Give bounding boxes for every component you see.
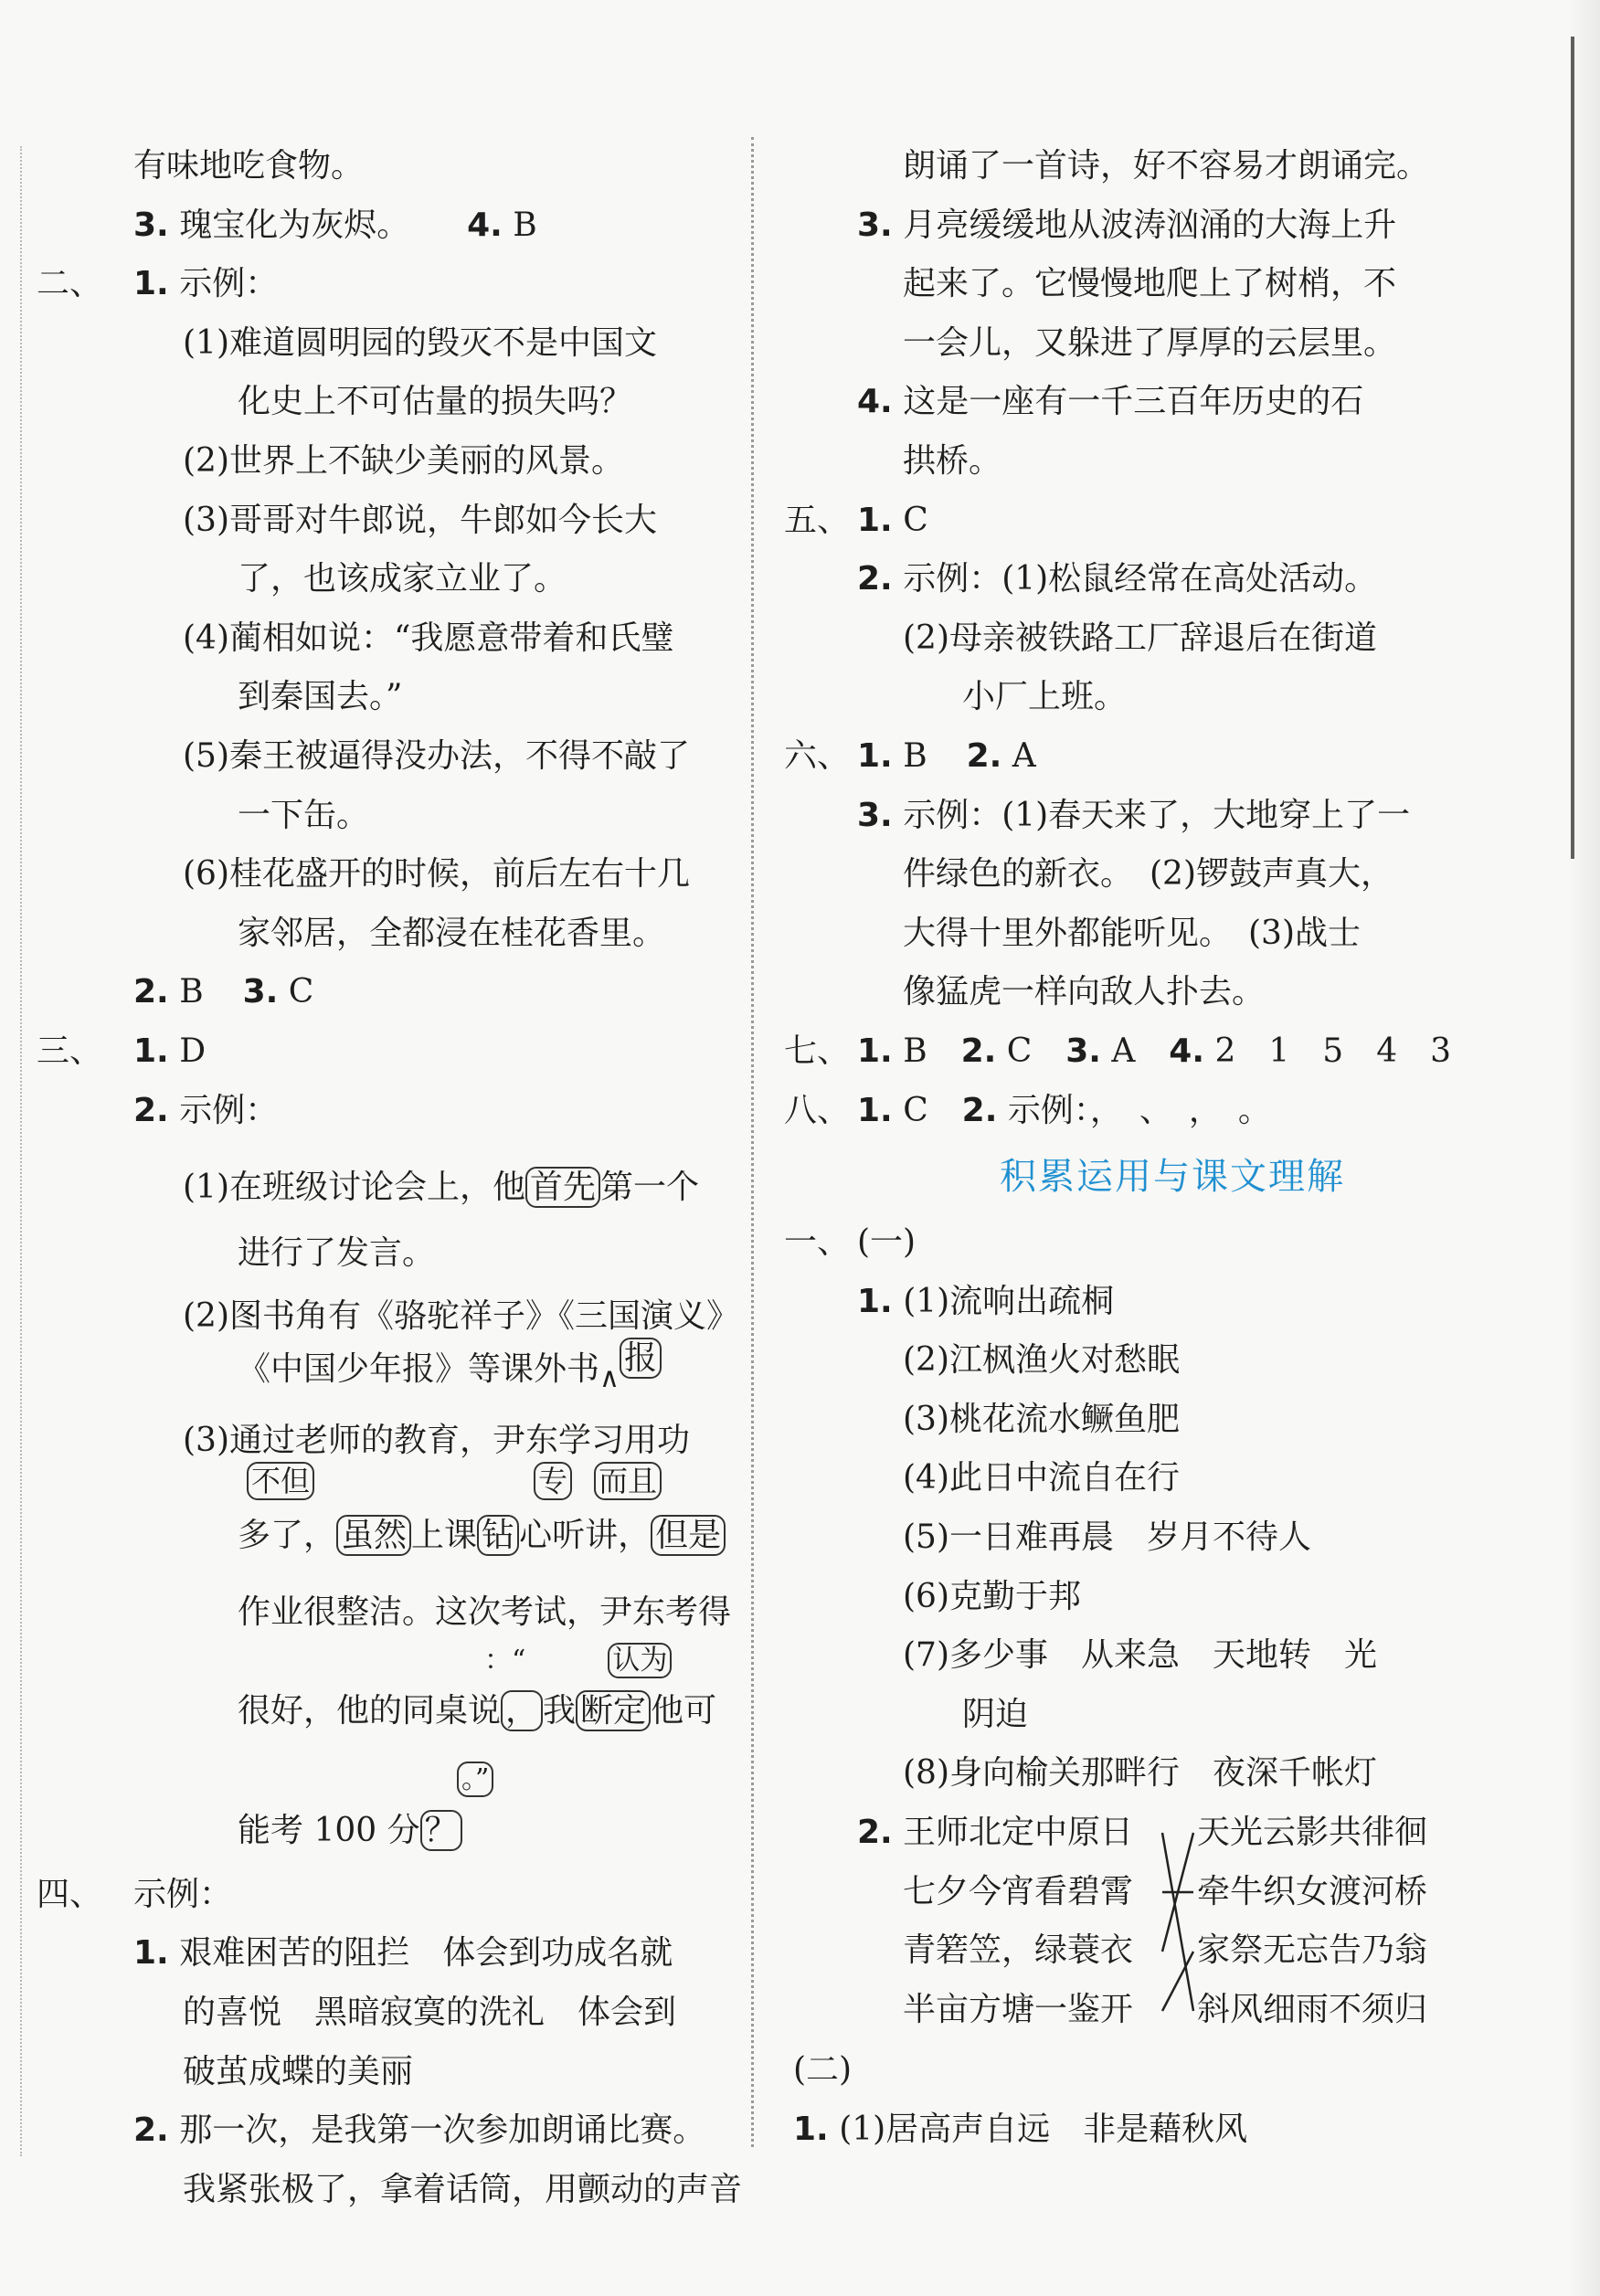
- answer-text: 起来了。它慢慢地爬上了树梢，不: [903, 265, 1397, 303]
- answer-line: [55, 1643, 740, 1679]
- item-number: 4.: [1169, 1032, 1205, 1070]
- item-number: 3.: [133, 206, 169, 244]
- match-left-item: 王师北定中原日: [903, 1814, 1134, 1852]
- answer-text: 示例：: [179, 1091, 279, 1129]
- item-number: 1.: [857, 501, 893, 539]
- answer-line: [784, 2041, 1561, 2100]
- correction-mark: 报: [620, 1338, 662, 1379]
- answer-text: 示例：， 、 ， 。: [1007, 1091, 1271, 1129]
- answer-text: 瑰宝化为灰烬。: [179, 206, 410, 244]
- answer-text: 这是一座有一千三百年历史的石: [903, 383, 1364, 421]
- match-left-list: [903, 1804, 1133, 2039]
- answer-text: 我: [543, 1691, 577, 1730]
- answer-line: [55, 2101, 740, 2161]
- answer-line: [55, 2161, 743, 2220]
- match-line: [1162, 1833, 1193, 2011]
- answer-text: 作业很整洁。这次考试，尹东考得: [238, 1593, 732, 1632]
- item-number: 2.: [133, 2111, 169, 2150]
- answer-line: [55, 1404, 740, 1464]
- answer-line: [55, 1082, 740, 1141]
- answer-text: C: [903, 501, 928, 539]
- item-number: 1.: [857, 1032, 893, 1070]
- answer-text: (5)一日难再晨 岁月不待人: [903, 1518, 1311, 1557]
- match-right-item: 斜风细雨不须归: [1197, 1990, 1428, 2028]
- answer-line: [55, 550, 740, 609]
- answer-line: [784, 432, 1561, 492]
- answer-text: 化史上不可估量的损失吗？: [238, 383, 633, 421]
- item-number: 1.: [857, 1282, 893, 1320]
- match-lines: [1160, 1804, 1197, 2041]
- answer-line: [55, 137, 740, 196]
- correction-mark: 不但: [247, 1462, 314, 1500]
- answer-text: B: [179, 973, 204, 1011]
- answer-text: 心听讲，: [519, 1517, 652, 1555]
- answer-line: [784, 1331, 1561, 1391]
- answer-line: [55, 1284, 740, 1335]
- item-number: 2.: [857, 560, 893, 598]
- left-column: [37, 137, 743, 2219]
- answer-text: (1)难道圆明园的毁灭不是中国文: [183, 323, 657, 362]
- section-number: 七、: [784, 1032, 851, 1070]
- matching-exercise: [784, 1804, 1561, 2041]
- item-number: 3.: [242, 973, 279, 1011]
- match-right-list: [1197, 1804, 1427, 2039]
- answer-text: C: [1006, 1032, 1033, 1070]
- answer-text: (6)桂花盛开的时候，前后左右十几: [183, 855, 690, 894]
- answer-text: 一会儿，又躲进了厚厚的云层里。: [903, 323, 1397, 362]
- match-left-item: 半亩方塘一鉴开: [903, 1990, 1134, 2028]
- answer-line: [55, 2043, 740, 2102]
- column-divider: [751, 137, 754, 2147]
- answer-text: (3)桃花流水鳜鱼肥: [903, 1400, 1180, 1438]
- answer-text: B: [903, 1032, 927, 1070]
- answer-line: [55, 1583, 740, 1643]
- answer-text: 能考 100 分: [238, 1811, 420, 1849]
- item-number: 2.: [133, 1091, 169, 1129]
- answer-line: [55, 373, 740, 432]
- answer-text: 大得十里外都能听见。 (3)战士: [903, 914, 1361, 952]
- answer-line: [37, 255, 740, 314]
- answer-line: [55, 196, 740, 256]
- answer-line: [55, 1796, 740, 1866]
- answer-text: (一): [857, 1223, 917, 1262]
- answer-line: [55, 845, 740, 905]
- answer-text: B: [903, 736, 927, 775]
- answer-line: [784, 1568, 1561, 1627]
- answer-line: [55, 492, 740, 551]
- item-number: 3.: [857, 796, 893, 834]
- answer-line: [55, 905, 740, 964]
- answer-line: [784, 905, 1561, 964]
- answer-text: C: [903, 1091, 928, 1129]
- answer-line: [784, 963, 1561, 1022]
- correction-mark: 而且: [594, 1462, 662, 1500]
- circled-word: 首先: [525, 1167, 600, 1208]
- answer-text: 破茧成蝶的美丽: [183, 2052, 414, 2090]
- answer-line: [55, 1463, 740, 1499]
- answer-line: [55, 1499, 740, 1583]
- item-number: 1.: [857, 736, 893, 775]
- answer-line: [37, 1022, 740, 1082]
- answer-text: 拱桥。: [903, 441, 1002, 480]
- answer-line: [55, 1224, 740, 1284]
- section-number: 三、: [37, 1032, 103, 1070]
- answer-line: [784, 492, 1561, 551]
- insert-caret-icon: ∧: [599, 1361, 620, 1394]
- answer-text: (6)克勤于邦: [903, 1577, 1081, 1615]
- answer-line: [784, 1686, 1561, 1745]
- item-number: 1.: [133, 265, 169, 303]
- answer-line: [784, 609, 1561, 669]
- answer-line: [784, 2100, 1561, 2160]
- answer-line: [784, 1449, 1561, 1508]
- answer-text: 那一次，是我第一次参加朗诵比赛。: [179, 2111, 706, 2150]
- answer-line: [784, 845, 1561, 905]
- answer-text: 2 1 5 4 3: [1214, 1032, 1452, 1070]
- correction-mark: 专: [534, 1462, 572, 1500]
- answer-text: 艰难困苦的阻拦 体会到功成名就: [179, 1934, 673, 1973]
- answer-line: [784, 1508, 1561, 1568]
- answer-line: [784, 1273, 1561, 1332]
- item-number: 4.: [857, 383, 893, 421]
- section-heading: 积累运用与课文理解: [1000, 1156, 1345, 1199]
- match-right-item: 天光云影共徘徊: [1197, 1814, 1428, 1852]
- answer-line: [55, 1984, 740, 2043]
- correction-mark: ：“: [484, 1644, 526, 1677]
- answer-text: (2)图书角有《骆驼祥子》《三国演义》: [183, 1296, 739, 1335]
- answer-line: [784, 255, 1561, 314]
- match-right-item: 牵牛织女渡河桥: [1197, 1872, 1428, 1910]
- right-column: [784, 137, 1561, 2159]
- section-number: 一、: [784, 1223, 851, 1262]
- answer-text: 一下缶。: [238, 796, 370, 834]
- correction-mark: 断定: [576, 1690, 651, 1731]
- correction-mark: 虽然: [336, 1515, 411, 1556]
- section-number: 四、: [37, 1875, 103, 1913]
- answer-line: [55, 668, 740, 727]
- correction-mark: 。”: [457, 1762, 493, 1797]
- answer-line: [55, 1679, 740, 1763]
- answer-line: [784, 196, 1561, 256]
- margin-rule: [20, 146, 22, 2156]
- answer-line: [55, 1924, 740, 1984]
- answer-text: (2)世界上不缺少美丽的风景。: [183, 441, 624, 480]
- answer-line: [784, 1082, 1561, 1141]
- answer-text: (2)江枫渔火对愁眠: [903, 1341, 1180, 1380]
- answer-line: [784, 1391, 1561, 1450]
- item-number: 2.: [960, 1032, 997, 1070]
- answer-line: [784, 1022, 1561, 1082]
- answer-text: 进行了发言。: [238, 1234, 436, 1273]
- item-number: 2.: [961, 1091, 998, 1129]
- answer-text: (二): [793, 2051, 853, 2090]
- correction-mark: ，: [501, 1690, 543, 1731]
- answer-text: (5)秦王被逼得没办法，不得不敲了: [183, 736, 690, 775]
- answer-text: (1)在班级讨论会上，他: [183, 1169, 525, 1207]
- page-edge-line: [1571, 37, 1574, 859]
- answer-line: [784, 727, 1561, 787]
- answer-text: 示例：: [179, 265, 279, 303]
- answer-text: 我紧张极了，拿着话筒，用颤动的声音: [183, 2170, 743, 2208]
- answer-line: [857, 1804, 893, 1863]
- answer-text: A: [1111, 1032, 1136, 1070]
- answer-text: 的喜悦 黑暗寂寞的洗礼 体会到: [183, 1994, 677, 2032]
- correction-mark: ？: [420, 1810, 462, 1851]
- correction-mark: 认为: [608, 1643, 672, 1678]
- answer-line: [55, 609, 740, 669]
- answer-text: (1)居高声自远 非是藉秋风: [839, 2110, 1248, 2148]
- answer-line: [55, 727, 740, 787]
- correction-mark: 钻: [477, 1515, 519, 1556]
- answer-text: 多了，: [238, 1517, 337, 1555]
- answer-text: 到秦国去。”: [238, 678, 403, 716]
- answer-text: (1)流响出疏桐: [903, 1282, 1115, 1320]
- answer-text: C: [288, 973, 314, 1011]
- answer-text: 了，也该成家立业了。: [238, 560, 567, 598]
- answer-text: 朗诵了一首诗，好不容易才朗诵完。: [903, 147, 1430, 185]
- answer-text: (3)通过老师的教育，尹东学习用功: [183, 1421, 690, 1459]
- answer-text: 上课: [411, 1517, 478, 1555]
- item-number: 1.: [793, 2110, 829, 2148]
- section-number: 五、: [784, 501, 851, 539]
- answer-text: 小厂上班。: [962, 678, 1128, 716]
- answer-line: [784, 550, 1561, 609]
- answer-text: 示例：(1)松鼠经常在高处活动。: [903, 560, 1378, 598]
- match-right-item: 家祭无忘告乃翁: [1197, 1931, 1428, 1970]
- item-number: 1.: [133, 1032, 169, 1070]
- match-left-item: 七夕今宵看碧霄: [903, 1872, 1134, 1910]
- answer-text: (8)身向榆关那畔行 夜深千帐灯: [903, 1754, 1377, 1793]
- answer-line: [55, 1140, 740, 1224]
- answer-text: (7)多少事 从来急 天地转 光: [903, 1636, 1377, 1675]
- answer-text: 示例：(1)春天来了，大地穿上了一: [903, 796, 1411, 834]
- answer-text: A: [1012, 736, 1036, 775]
- answer-line: [55, 314, 740, 374]
- answer-line: [55, 787, 740, 846]
- answer-text: 家邻居，全都浸在桂花香里。: [238, 914, 666, 952]
- answer-text: B: [513, 206, 537, 244]
- answer-text: 阴迫: [962, 1695, 1029, 1733]
- answer-line: [55, 1335, 740, 1404]
- answer-line: [55, 1763, 740, 1796]
- item-number: 2.: [966, 736, 1002, 775]
- answer-text: 件绿色的新衣。 (2)锣鼓声真大，: [903, 855, 1393, 894]
- answer-line: [784, 1744, 1561, 1804]
- answer-text: 示例：: [133, 1875, 233, 1913]
- section-number: 六、: [784, 736, 851, 775]
- answer-text: 第一个: [600, 1169, 700, 1207]
- answer-text: D: [179, 1032, 207, 1070]
- item-number: 4.: [467, 206, 503, 244]
- correction-mark: 但是: [651, 1515, 726, 1556]
- answer-text: 像猛虎一样向敌人扑去。: [903, 973, 1266, 1011]
- answer-text: 有味地吃食物。: [133, 147, 365, 185]
- item-number: 2.: [857, 1814, 893, 1852]
- section-number: 二、: [37, 265, 103, 303]
- answer-text: 《中国少年报》等课外书: [238, 1349, 600, 1388]
- answer-line: [784, 1626, 1561, 1686]
- answer-line: [784, 787, 1561, 846]
- answer-text: (2)母亲被铁路工厂辞退后在街道: [903, 619, 1377, 657]
- answer-line: [784, 373, 1561, 432]
- answer-text: 月亮缓缓地从波涛汹涌的大海上升: [903, 206, 1397, 244]
- answer-line: [37, 1866, 740, 1925]
- match-left-item: 青箬笠，绿蓑衣: [903, 1931, 1134, 1970]
- answer-line: [784, 1213, 1561, 1273]
- item-number: 1.: [857, 1091, 893, 1129]
- answer-text: 他可: [651, 1691, 717, 1730]
- item-number: 2.: [133, 973, 169, 1011]
- item-number: 3.: [1065, 1032, 1101, 1070]
- answer-text: 很好，他的同桌说: [238, 1691, 502, 1730]
- answer-line: [55, 432, 740, 492]
- item-number: 3.: [857, 206, 893, 244]
- answer-text: (3)哥哥对牛郎说，牛郎如今长大: [183, 501, 657, 539]
- answer-line: [784, 668, 1561, 727]
- answer-line: [784, 314, 1561, 374]
- answer-text: (4)此日中流自在行: [903, 1459, 1180, 1497]
- answer-line: [784, 137, 1561, 196]
- answer-line: [55, 963, 740, 1022]
- answer-text: (4)蔺相如说：“我愿意带着和氏璧: [183, 619, 674, 657]
- item-number: 1.: [133, 1934, 169, 1973]
- section-number: 八、: [784, 1091, 851, 1129]
